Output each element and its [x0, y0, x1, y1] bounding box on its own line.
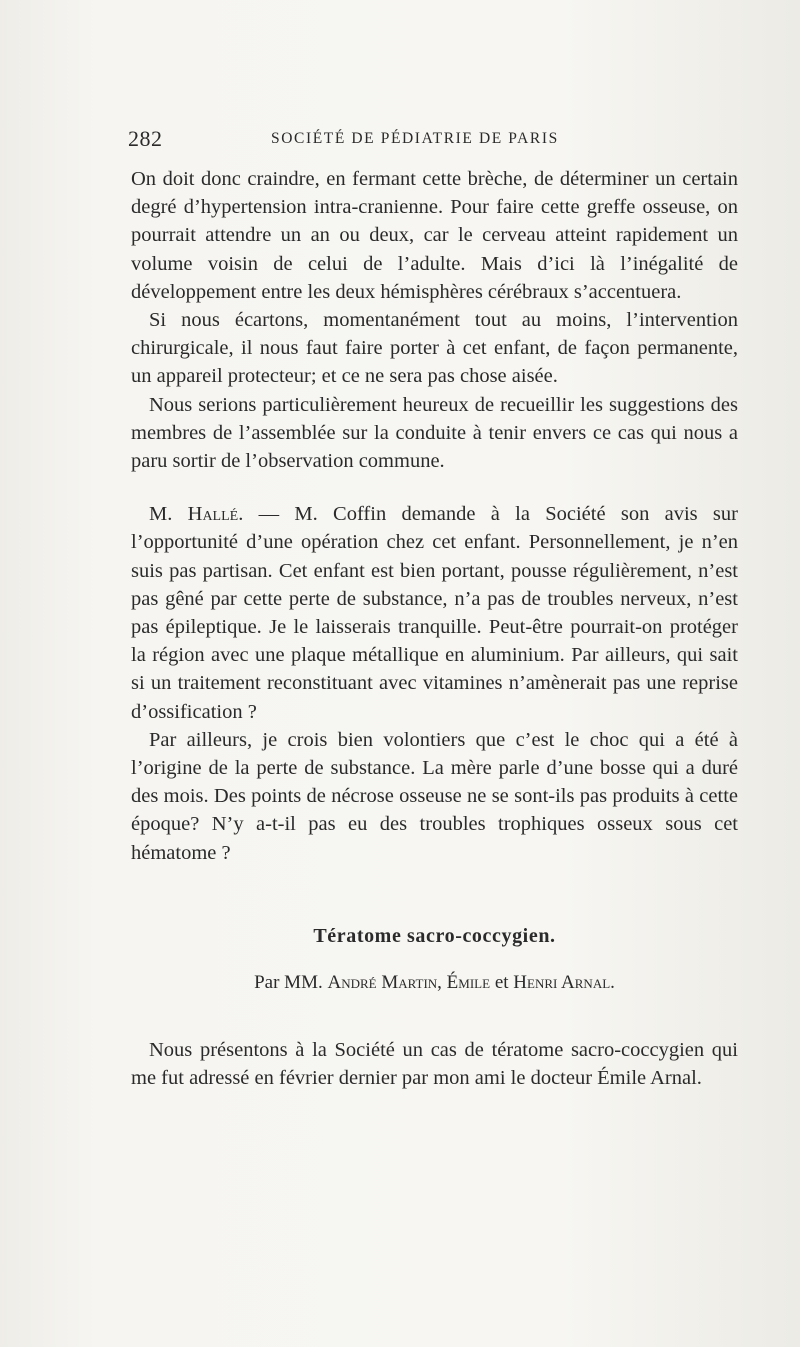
- authors-separator: ,: [437, 971, 447, 993]
- paragraph-halle-text: . — M. Coffin demande à la Société son avis sur l’opportunité d’une opération chez cet enfant. Personnellement, je n’en suis pas partisan. Cet enfant est bien portant, pousse régulièrement, n’est pas gêné par cette perte de substance, n’a pas de troubles nerveux, n’est pas épileptique. Je le laisserais tranquille. Peut-être pourrait-on protéger la région avec une plaque métallique en aluminium. Par ailleurs, qui sait si un traitement reconstituant avec vitamines n’amènerait pas une reprise d’ossification ?: [131, 503, 738, 723]
- authors-end: .: [610, 971, 615, 993]
- authors-prefix: Par MM.: [254, 971, 328, 993]
- authors-and: et: [490, 971, 514, 993]
- speaker-name: Hallé: [187, 503, 239, 526]
- page-number: 282: [128, 126, 163, 151]
- running-head: SOCIÉTÉ DE PÉDIATRIE DE PARIS: [271, 130, 559, 147]
- paragraph-intro: Nous présentons à la Société un cas de tératome sacro-coccygien qui me fut adressé en février dernier par mon ami le docteur Émile Arnal.: [131, 1038, 738, 1090]
- speaker-prefix: M.: [149, 503, 188, 526]
- paragraph-choc: Par ailleurs, je crois bien volontiers que c’est le choc qui a été à l’origine de la perte de substance. La mère parle d’une bosse qui a duré des mois. Des points de nécrose osseuse ne se sont-ils pas produits à cette époque? N’y a-t-il pas eu des troubles trophiques osseux sous cet hématome ?: [131, 728, 738, 864]
- author-emile: Émile: [446, 971, 491, 993]
- paragraph-intervention: Si nous écartons, momentanément tout au moins, l’intervention chirurgicale, il nous faut faire porter à cet enfant, de façon permanente, un appareil protecteur; et ce ne sera pas chose aisée.: [131, 309, 738, 388]
- page-header: [128, 126, 738, 156]
- paragraph-halle: [131, 500, 738, 726]
- page-body: [131, 165, 738, 1092]
- section-authors: [131, 968, 738, 998]
- paragraph-suggestions: Nous serions particulièrement heureux de recueillir les suggestions des membres de l’assemblée sur la conduite à tenir envers ce cas qui nous a paru sortir de l’observation commune.: [131, 393, 738, 473]
- author-henri-arnal: Henri Arnal: [513, 971, 611, 993]
- author-andre-martin: André Martin: [327, 971, 438, 993]
- section-title: Tératome sacro-coccygien.: [313, 924, 556, 947]
- paragraph-hypertension: On doit donc craindre, en fermant cette brèche, de déterminer un certain degré d’hypertension intra-cranienne. Pour faire cette greffe osseuse, on pourrait attendre un an ou deux, car le cerveau atteint rapidement un volume voisin de celui de l’adulte. Mais d’ici là l’inégalité de développement entre les deux hémisphères cérébraux s’accentuera.: [131, 168, 738, 303]
